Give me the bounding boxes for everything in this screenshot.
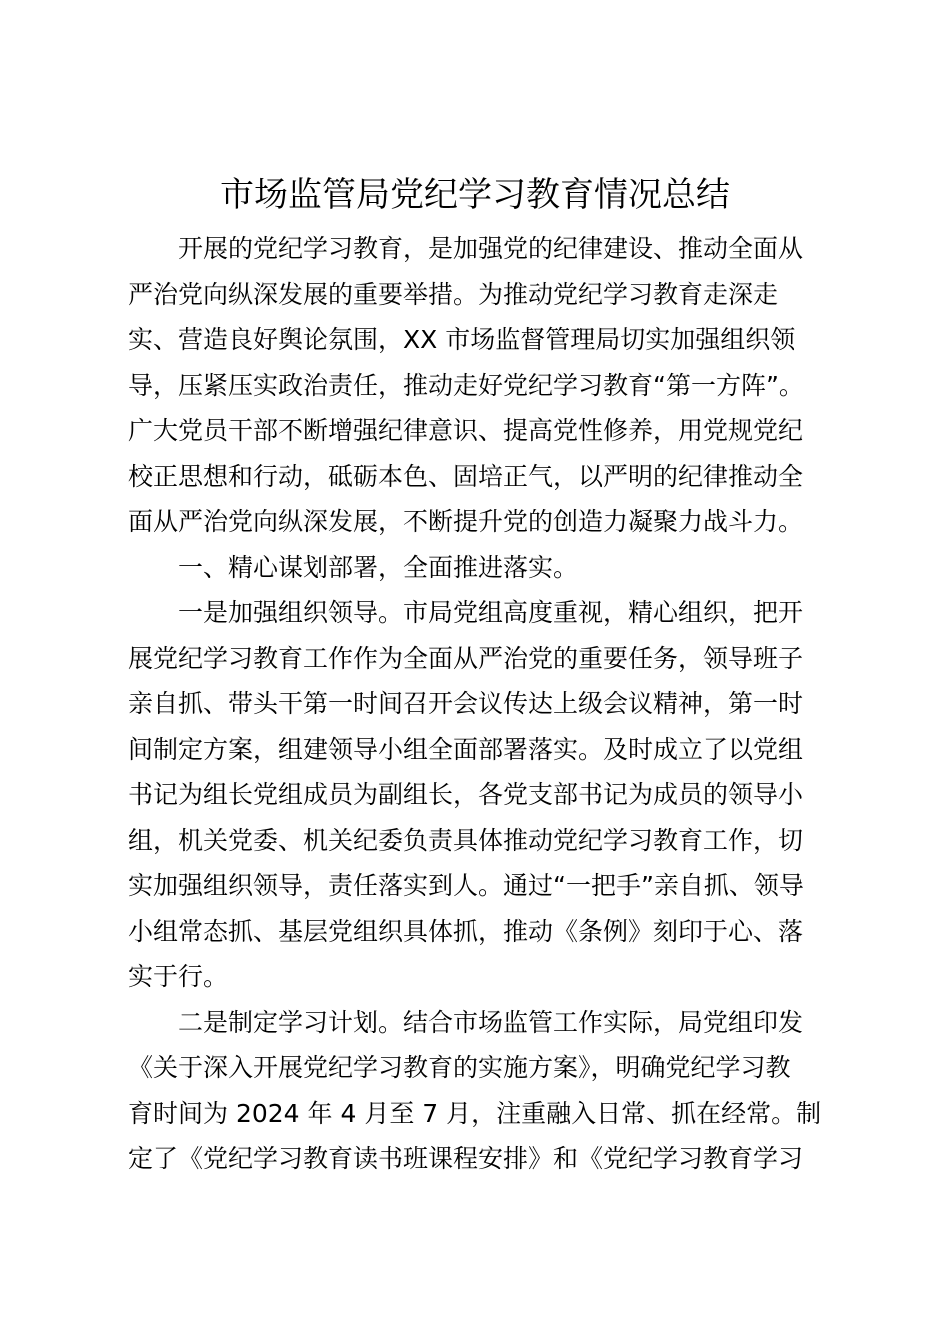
text-line: 一是加强组织领导。市局党组高度重视，精心组织，把开 [178,598,804,627]
text-line: 广大党员干部不断增强纪律意识、提高党性修养，用党规党纪 [128,416,804,445]
document-body [128,226,838,1182]
text-line: 导，压紧压实政治责任，推动走好党纪学习教育“第一方阵”。 [128,370,804,400]
document-title: 市场监管局党纪学习教育情况总结 [220,175,730,215]
section-heading: 一、精心谋划部署，全面推进落实。 [178,552,579,582]
paragraph-study-plan [128,1000,838,1182]
text-line: 《关于深入开展党纪学习教育的实施方案》，明确党纪学习教 [128,1053,791,1082]
text-line: 二是制定学习计划。结合市场监管工作实际，局党组印发 [178,1007,804,1037]
paragraph-intro [128,226,838,545]
text-line: 亲自抓、带头干第一时间召开会议传达上级会议精神，第一时 [128,689,804,718]
paragraph-organization [128,590,838,1000]
text-line: 实加强组织领导，责任落实到人。通过“一把手”亲自抓、领导 [128,871,804,900]
text-line: 小组常态抓、基层党组织具体抓，推动《条例》刻印于心、落 [128,916,804,946]
text-line: 展党纪学习教育工作作为全面从严治党的重要任务，领导班子 [128,643,804,673]
text-line: 面从严治党向纵深发展，不断提升党的创造力凝聚力战斗力。 [128,507,804,536]
text-line: 实于行。 [128,962,229,991]
text-line: 校正思想和行动，砥砺本色、固培正气，以严明的纪律推动全 [128,461,804,491]
text-line: 定了《党纪学习教育读书班课程安排》和《党纪学习教育学习 [128,1144,804,1173]
text-line: 严治党向纵深发展的重要举措。为推动党纪学习教育走深走 [128,279,779,309]
text-line: 书记为组长党组成员为副组长，各党支部书记为成员的领导小 [128,780,804,809]
text-line: 实、营造良好舆论氛围，XX 市场监督管理局切实加强组织领 [128,325,796,354]
text-line: 组，机关党委、机关纪委负责具体推动党纪学习教育工作，切 [128,825,804,855]
text-line: 开展的党纪学习教育，是加强党的纪律建设、推动全面从 [178,234,804,263]
text-line: 间制定方案，组建领导小组全面部署落实。及时成立了以党组 [128,734,804,764]
text-line: 育时间为 2024 年 4 月至 7 月，注重融入日常、抓在经常。制 [128,1098,822,1128]
